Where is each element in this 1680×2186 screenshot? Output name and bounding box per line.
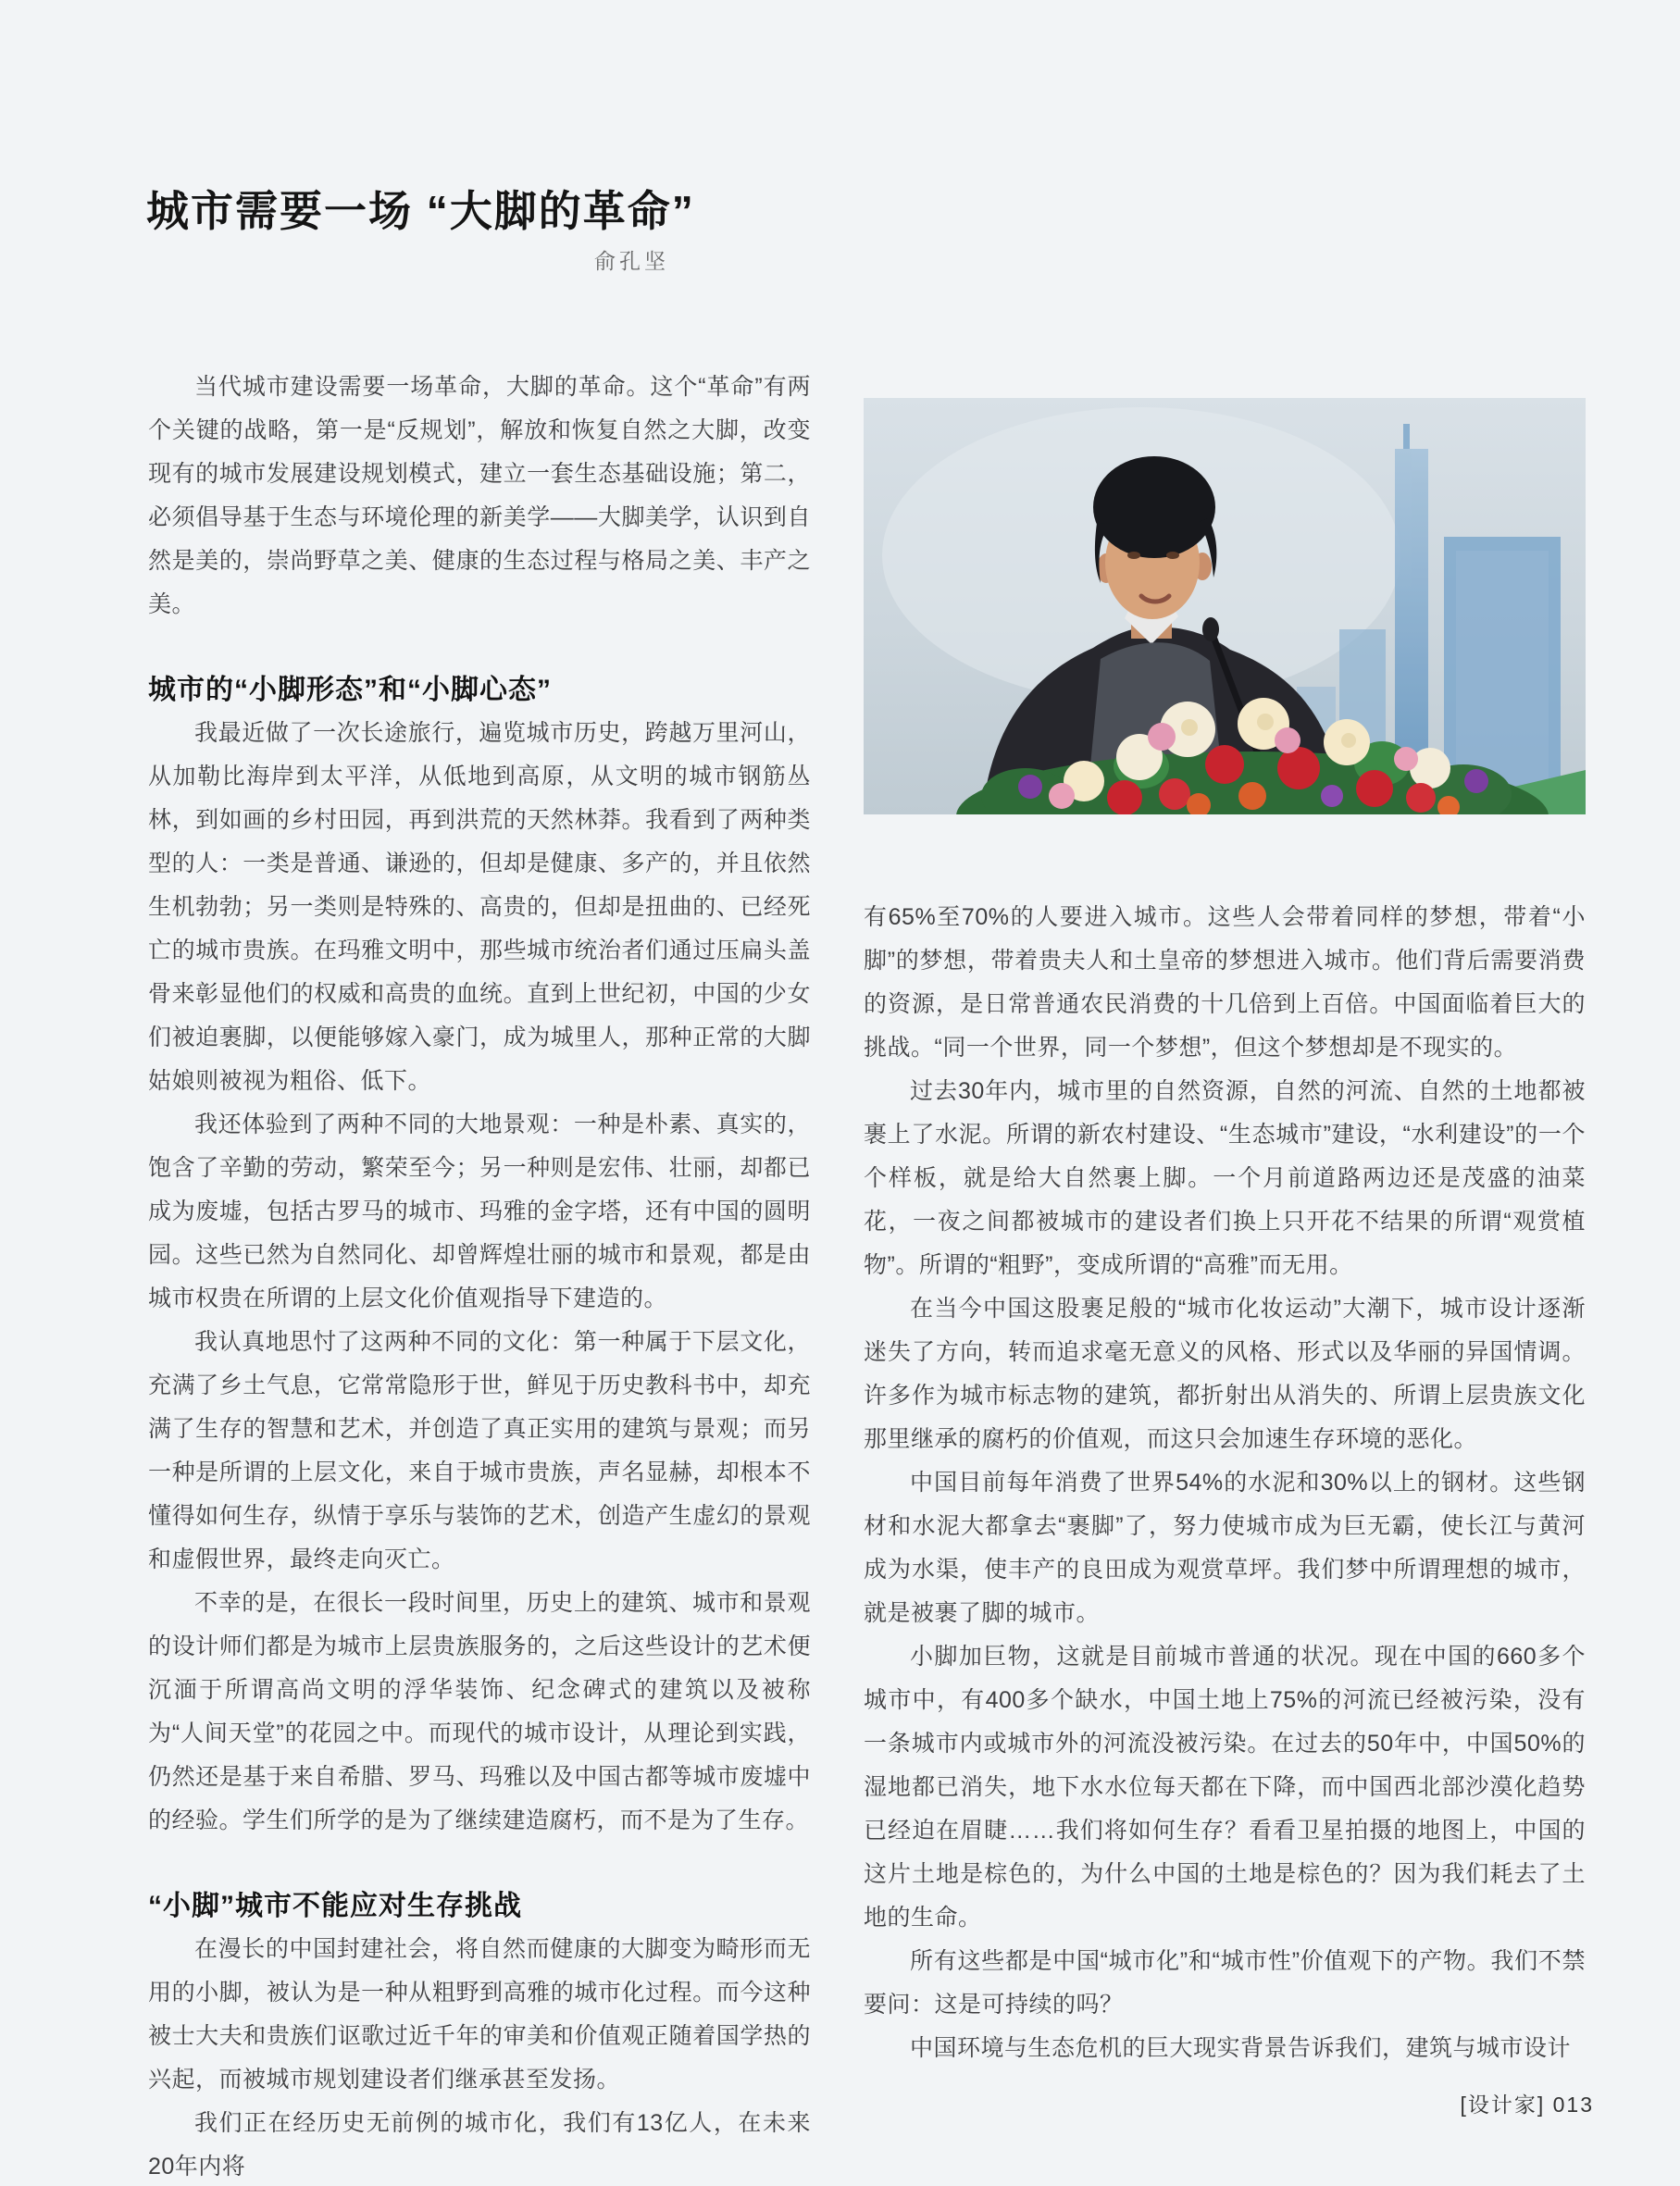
right-column	[864, 398, 1586, 2070]
body-paragraph: 中国目前每年消费了世界54%的水泥和30%以上的钢材。这些钢材和水泥大都拿去“裹脚”了，努力使城市成为巨无霸，使长江与黄河成为水渠，使丰产的良田成为观赏草坪。我们梦中所谓理想的城市，就是被裹了脚的城市。	[864, 1470, 1586, 1626]
page-number: [设计家] 013	[1460, 2093, 1594, 2117]
article-author: 俞孔坚	[594, 249, 669, 273]
body-paragraph: 所有这些都是中国“城市化”和“城市性”价值观下的产物。我们不禁要问：这是可持续的吗？	[864, 1948, 1586, 2018]
article-title: 城市需要一场 “大脚的革命”	[146, 187, 695, 235]
body-paragraph: 在当今中国这股裹足般的“城市化妆运动”大潮下，城市设计逐渐迷失了方向，转而追求毫无意义的风格、形式以及华丽的异国情调。许多作为城市标志物的建筑，都折射出从消失的、所谓上层贵族文化那里继承的腐朽的价值观，而这只会加速生存环境的恶化。	[864, 1296, 1586, 1452]
body-paragraph: 我最近做了一次长途旅行，遍览城市历史，跨越万里河山，从加勒比海岸到太平洋，从低地到高原，从文明的城市钢筋丛林，到如画的乡村田园，再到洪荒的天然林莽。我看到了两种类型的人：一类是普通、谦逊的，但却是健康、多产的，并且依然生机勃勃；另一类则是特殊的、高贵的，但却是扭曲的、已经死亡的城市贵族。在玛雅文明中，那些城市统治者们通过压扁头盖骨来彰显他们的权威和高贵的血统。直到上世纪初，中国的少女们被迫裹脚，以便能够嫁入豪门，成为城里人，那种正常的大脚姑娘则被视为粗俗、低下。	[148, 720, 811, 1094]
body-paragraph: 小脚加巨物，这就是目前城市普通的状况。现在中国的660多个城市中，有400多个缺水，中国土地上75%的河流已经被污染，没有一条城市内或城市外的河流没被污染。在过去的50年中，中国50%的湿地都已消失，地下水水位每天都在下降，而中国西北部沙漠化趋势已经迫在眉睫……我们将如何生存？看看卫星拍摄的地图上，中国的这片土地是棕色的，为什么中国的土地是棕色的？因为我们耗去了土地的生命。	[864, 1644, 1586, 1931]
body-paragraph: 有65%至70%的人要进入城市。这些人会带着同样的梦想，带着“小脚”的梦想，带着贵夫人和土皇帝的梦想进入城市。他们背后需要消费的资源，是日常普通农民消费的十几倍到上百倍。中国面临着巨大的挑战。“同一个世界，同一个梦想”，但这个梦想却是不现实的。	[864, 904, 1586, 1061]
left-column	[148, 366, 811, 2186]
section-heading-2: “小脚”城市不能应对生存挑战	[148, 1891, 522, 1921]
body-paragraph: 我还体验到了两种不同的大地景观：一种是朴素、真实的，饱含了辛勤的劳动，繁荣至今；另一种则是宏伟、壮丽，却都已成为废墟，包括古罗马的城市、玛雅的金字塔，还有中国的圆明园。这些已然为自然同化、却曾辉煌壮丽的城市和景观，都是由城市权贵在所谓的上层文化价值观指导下建造的。	[148, 1112, 811, 1311]
body-paragraph: 在漫长的中国封建社会，将自然而健康的大脚变为畸形而无用的小脚，被认为是一种从粗野到高雅的城市化过程。而今这种被士大夫和贵族们讴歌过近千年的审美和价值观正随着国学热的兴起，而被城市规划建设者们继承甚至发扬。	[148, 1936, 811, 2093]
body-paragraph: 过去30年内，城市里的自然资源，自然的河流、自然的土地都被裹上了水泥。所谓的新农村建设、“生态城市”建设，“水利建设”的一个个样板，就是给大自然裹上脚。一个月前道路两边还是茂盛的油菜花，一夜之间都被城市的建设者们换上只开花不结果的所谓“观赏植物”。所谓的“粗野”，变成所谓的“高雅”而无用。	[864, 1078, 1586, 1278]
body-paragraph: 我认真地思忖了这两种不同的文化：第一种属于下层文化，充满了乡土气息，它常常隐形于世，鲜见于历史教科书中，却充满了生存的智慧和艺术，并创造了真正实用的建筑与景观；而另一种是所谓的上层文化，来自于城市贵族，声名显赫，却根本不懂得如何生存，纵情于享乐与装饰的艺术，创造产生虚幻的景观和虚假世界，最终走向灭亡。	[148, 1329, 811, 1572]
body-paragraph: 中国环境与生态危机的巨大现实背景告诉我们，建筑与城市设计	[910, 2035, 1572, 2061]
section-heading-1: 城市的“小脚形态”和“小脚心态”	[148, 675, 552, 705]
body-paragraph: 不幸的是，在很长一段时间里，历史上的建筑、城市和景观的设计师们都是为城市上层贵族服务的，之后这些设计的艺术便沉湎于所谓高尚文明的浮华装饰、纪念碑式的建筑以及被称为“人间天堂”的花园之中。而现代的城市设计，从理论到实践，仍然还是基于来自希腊、罗马、玛雅以及中国古都等城市废墟中的经验。学生们所学的是为了继续建造腐朽，而不是为了生存。	[148, 1590, 811, 1833]
intro-paragraph: 当代城市建设需要一场革命，大脚的革命。这个“革命”有两个关键的战略，第一是“反规划”，解放和恢复自然之大脚，改变现有的城市发展建设规划模式，建立一套生态基础设施；第二，必须倡导基于生态与环境伦理的新美学——大脚美学，认识到自然是美的，崇尚野草之美、健康的生态过程与格局之美、丰产之美。	[148, 374, 811, 617]
speaker-photo	[864, 398, 1586, 814]
body-paragraph: 我们正在经历史无前例的城市化，我们有13亿人，在未来20年内将	[148, 2110, 811, 2180]
